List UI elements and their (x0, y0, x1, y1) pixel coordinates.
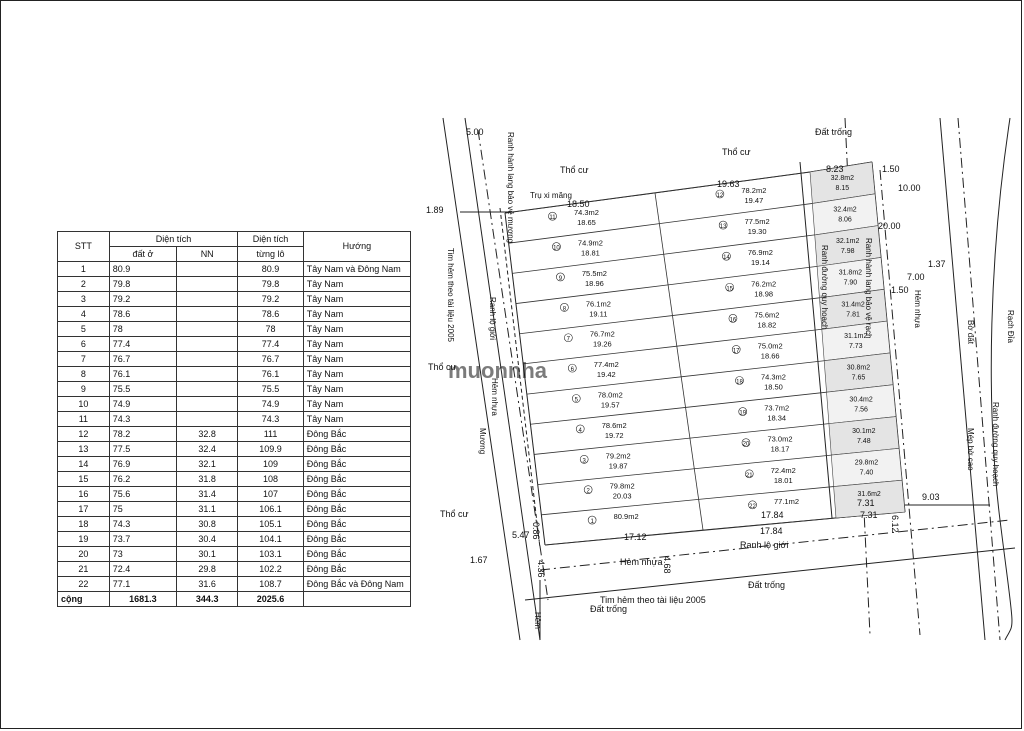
cell-res: 73 (109, 547, 176, 562)
label-rach-dia: Rạch Đỉa (1006, 310, 1015, 343)
cell-nn: 30.4 (177, 532, 238, 547)
label-tru-xi-mang: Trụ xi măng (530, 191, 572, 200)
cell-nn: 31.6 (177, 577, 238, 592)
cell-dir: Tây Nam (303, 277, 410, 292)
lot-number: 15 (726, 286, 734, 293)
dim-4: 19.63 (717, 179, 740, 189)
nn-strip-length: 8.15 (835, 184, 850, 192)
cell-lot: 80.9 (238, 262, 303, 277)
cell-stt: 5 (58, 322, 110, 337)
cell-res: 74.3 (109, 517, 176, 532)
cell-dir: Tây Nam (303, 352, 410, 367)
cell-stt: 13 (58, 442, 110, 457)
lot-number: 21 (745, 472, 753, 479)
lot-number: 18 (736, 379, 743, 386)
lot-length: 18.17 (770, 444, 790, 454)
label-hem-nhua-bottom: Hẻm nhựa (620, 557, 663, 567)
cell-res: 78 (109, 322, 176, 337)
cell-dir: Tây Nam và Đông Nam (303, 262, 410, 277)
cell-res: 79.2 (109, 292, 176, 307)
col-direction: Hướng (303, 232, 410, 262)
cell-stt: 18 (58, 517, 110, 532)
cell-stt: 17 (58, 502, 110, 517)
label-dat-trong-top: Đất trống (815, 127, 853, 137)
cell-lot: 75.5 (238, 382, 303, 397)
label-tim-hem-left: Tim hẻm theo tài liệu 2005 (446, 248, 455, 342)
lot-number: 20 (742, 441, 750, 448)
lot-area: 79.2m2 (605, 451, 631, 461)
total-residential: 1681.3 (109, 592, 176, 607)
lot-area: 75.5m2 (581, 268, 607, 278)
dim-1: 5.00 (466, 127, 484, 137)
cell-dir: Đông Bắc (303, 457, 410, 472)
col-per-lot: từng lô (238, 247, 303, 262)
cell-stt: 15 (58, 472, 110, 487)
lot-length: 19.87 (608, 461, 628, 471)
cell-lot: 78 (238, 322, 303, 337)
total-label: cộng (58, 592, 110, 607)
label-ranh-hanh-lang-rach: Ranh hành lang bảo vệ rạch (864, 238, 873, 339)
nn-strip-length: 7.56 (854, 406, 868, 414)
cell-stt: 8 (58, 367, 110, 382)
label-tho-cu-top-right: Thổ cư (722, 147, 751, 157)
cell-lot: 78.6 (238, 307, 303, 322)
cell-dir: Đông Bắc (303, 547, 410, 562)
lot-area: 79.8m2 (609, 481, 635, 491)
cell-dir: Tây Nam (303, 397, 410, 412)
cell-dir: Đông Bắc (303, 442, 410, 457)
nn-strip-area: 30.1m2 (852, 427, 876, 435)
nn-strip-length: 7.98 (840, 248, 855, 256)
lot-area: 75.6m2 (754, 310, 780, 320)
nn-strip-length: 7.81 (846, 311, 860, 319)
label-tho-cu-left: Thổ cư (428, 362, 457, 372)
lot-area: 76.9m2 (747, 248, 773, 258)
lot-length: 18.98 (754, 289, 774, 299)
lot-length: 19.11 (589, 309, 608, 319)
cell-res: 72.4 (109, 562, 176, 577)
dim-7: 10.00 (898, 183, 921, 193)
dim-6: 1.50 (882, 164, 900, 174)
lot-length: 19.42 (596, 370, 616, 380)
lot-number: 5 (574, 397, 578, 404)
cell-nn: 30.8 (177, 517, 238, 532)
lot-length: 18.81 (581, 248, 600, 258)
cell-dir: Tây Nam (303, 382, 410, 397)
label-ranh-lo-gioi-left: Ranh lộ giới (488, 297, 497, 341)
nn-strip-area: 29.8m2 (854, 459, 879, 467)
lot-number: 17 (732, 348, 740, 355)
cell-lot: 74.9 (238, 397, 303, 412)
lot-area: 74.3m2 (573, 208, 599, 218)
cell-res: 77.5 (109, 442, 176, 457)
cell-stt: 10 (58, 397, 110, 412)
dim-14: 7.31 (860, 510, 878, 520)
label-hem-bottom-left: Hẻm (533, 612, 542, 629)
lot-area: 73.0m2 (767, 434, 793, 444)
total-lot: 2025.6 (238, 592, 303, 607)
label-ranh-duong-qh-right: Ranh đường quy hoạch (991, 402, 1000, 487)
label-dat-trong-right: Đất trống (748, 580, 786, 590)
label-mep-bo-cao: Mép bờ cao (966, 428, 975, 471)
lot-length: 18.50 (764, 382, 783, 392)
lot-length: 20.03 (612, 491, 632, 501)
cell-nn: 29.8 (177, 562, 238, 577)
cell-res: 75.6 (109, 487, 176, 502)
cell-res: 76.7 (109, 352, 176, 367)
dim-23: 4.68 (662, 556, 672, 574)
cell-stt: 9 (58, 382, 110, 397)
lot-number: 22 (749, 503, 756, 510)
lot-area: 77.4m2 (593, 360, 619, 370)
cell-res: 77.4 (109, 337, 176, 352)
lot-number: 16 (729, 317, 737, 324)
cell-nn: 32.8 (177, 427, 238, 442)
cell-dir: Đông Bắc (303, 487, 410, 502)
lot-area: 80.9m2 (613, 512, 639, 522)
cell-dir: Đông Bắc (303, 517, 410, 532)
dim-2: 1.89 (426, 205, 444, 215)
lot-length: 19.47 (744, 195, 764, 205)
cell-dir: Tây Nam (303, 337, 410, 352)
lot-length: 18.65 (577, 218, 596, 228)
lot-number: 10 (553, 245, 560, 252)
total-nn: 344.3 (177, 592, 238, 607)
cell-stt: 6 (58, 337, 110, 352)
lot-length: 19.14 (751, 258, 770, 268)
cell-res: 78.6 (109, 307, 176, 322)
cell-res: 76.1 (109, 367, 176, 382)
col-area-lot: Diện tích (238, 232, 303, 247)
label-muong: Mương (478, 428, 487, 455)
lot-number: 7 (566, 336, 571, 343)
col-residential: đất ở (109, 247, 176, 262)
cell-res: 75 (109, 502, 176, 517)
cell-res: 79.8 (109, 277, 176, 292)
cell-lot: 109.9 (238, 442, 303, 457)
label-tim-hem-bottom: Tim hẻm theo tài liệu 2005 (600, 595, 706, 605)
cell-stt: 20 (58, 547, 110, 562)
label-ranh-hanh-lang-muong: Ranh hành lang bảo vệ mương (506, 132, 515, 244)
cell-res: 77.1 (109, 577, 176, 592)
lot-number: 19 (739, 410, 747, 417)
col-area: Diện tích (109, 232, 238, 247)
cell-lot: 108.7 (238, 577, 303, 592)
label-tho-cu-top-left: Thổ cư (560, 165, 589, 175)
lot-area: 76.1m2 (585, 299, 611, 309)
cell-dir: Đông Bắc (303, 472, 410, 487)
cell-lot: 79.8 (238, 277, 303, 292)
nn-strip-length: 7.48 (856, 437, 871, 445)
dim-17: 17.84 (761, 510, 784, 520)
label-ranh-lo-gioi-bottom: Ranh lộ giới (740, 540, 789, 550)
nn-strip-area: 31.6m2 (857, 491, 881, 499)
cell-res: 80.9 (109, 262, 176, 277)
cell-stt: 7 (58, 352, 110, 367)
lot-number: 1 (590, 519, 594, 526)
col-stt: STT (58, 232, 110, 262)
cell-res: 74.3 (109, 412, 176, 427)
cell-nn: 32.4 (177, 442, 238, 457)
cell-res: 78.2 (109, 427, 176, 442)
cell-lot: 76.7 (238, 352, 303, 367)
cell-lot: 109 (238, 457, 303, 472)
dim-20: 0.86 (531, 522, 541, 540)
cell-lot: 108 (238, 472, 303, 487)
lot-number: 8 (562, 306, 567, 313)
dim-3: 18.50 (567, 199, 590, 209)
cell-res: 76.9 (109, 457, 176, 472)
dim-8: 20.00 (878, 221, 901, 231)
label-bo-dat: Bờ đất (966, 320, 975, 344)
cell-dir: Tây Nam (303, 307, 410, 322)
nn-strip-area: 30.4m2 (849, 396, 873, 404)
dim-19: 5.47 (512, 530, 530, 540)
cell-dir: Đông Bắc (303, 502, 410, 517)
lot-length: 18.66 (760, 351, 780, 361)
cell-stt: 4 (58, 307, 110, 322)
cell-nn: 31.1 (177, 502, 238, 517)
lot-area: 74.9m2 (577, 238, 603, 248)
cell-dir: Đông Bắc và Đông Nam (303, 577, 410, 592)
nn-strip-area: 30.8m2 (846, 364, 871, 372)
cell-stt: 12 (58, 427, 110, 442)
lot-length: 19.57 (600, 400, 620, 410)
dim-15: 6.12 (890, 515, 900, 533)
cell-lot: 104.1 (238, 532, 303, 547)
nn-strip-length: 7.40 (859, 469, 874, 477)
cell-nn: 30.1 (177, 547, 238, 562)
nn-strip-area: 32.1m2 (836, 238, 860, 246)
cell-dir: Tây Nam (303, 292, 410, 307)
label-hem-nhua-right: Hẻm nhựa (913, 290, 922, 328)
lot-length: 19.30 (747, 227, 767, 237)
cell-lot: 106.1 (238, 502, 303, 517)
label-ranh-duong-qh-mid: Ranh đường quy hoạch (820, 245, 829, 330)
nn-strip-area: 31.1m2 (844, 333, 868, 340)
cell-lot: 102.2 (238, 562, 303, 577)
nn-strip-length: 7.90 (843, 279, 858, 287)
cell-nn: 31.4 (177, 487, 238, 502)
label-dat-trong-bottom: Đất trống (590, 604, 628, 614)
nn-strip-area: 32.8m2 (830, 174, 855, 182)
nn-strip-length: 8.06 (838, 216, 852, 224)
lot-area: 78.2m2 (741, 185, 767, 195)
lot-number: 9 (558, 275, 563, 282)
lot-number: 3 (582, 458, 586, 465)
lot-area: 76.7m2 (589, 329, 615, 339)
cell-dir: Tây Nam (303, 322, 410, 337)
dim-21: 1.67 (470, 555, 488, 565)
cell-stt: 11 (58, 412, 110, 427)
cell-dir: Đông Bắc (303, 427, 410, 442)
nn-strip-area: 31.4m2 (841, 301, 865, 309)
cell-dir: Đông Bắc (303, 562, 410, 577)
lot-area: 76.2m2 (751, 279, 777, 289)
dim-10: 7.00 (907, 272, 925, 282)
dim-22: 4.36 (536, 560, 546, 578)
lot-length: 18.82 (757, 320, 777, 330)
cell-stt: 2 (58, 277, 110, 292)
lot-area: 78.0m2 (597, 390, 623, 400)
dim-11: 1.50 (891, 285, 909, 295)
lot-area: 75.0m2 (757, 341, 783, 351)
cell-res: 74.9 (109, 397, 176, 412)
watermark-text: muonnha (448, 358, 547, 383)
lot-area: 78.6m2 (601, 420, 627, 430)
cell-lot: 74.3 (238, 412, 303, 427)
nn-strip-length: 7.65 (851, 374, 866, 382)
label-hem-nhua-left: Hẻm nhựa (490, 378, 499, 416)
lot-area: 73.7m2 (764, 403, 790, 413)
cell-nn: 32.1 (177, 457, 238, 472)
lot-number: 14 (723, 255, 730, 262)
cell-stt: 14 (58, 457, 110, 472)
lot-number: 6 (570, 367, 574, 374)
lot-center-line (655, 193, 703, 530)
cell-lot: 76.1 (238, 367, 303, 382)
cell-res: 76.2 (109, 472, 176, 487)
lot-area: 72.4m2 (770, 465, 796, 475)
cell-lot: 103.1 (238, 547, 303, 562)
nn-strip-area: 31.8m2 (838, 269, 863, 277)
cell-lot: 77.4 (238, 337, 303, 352)
lot-number: 13 (719, 224, 727, 231)
lot-length: 19.26 (592, 339, 612, 349)
lot-number: 12 (716, 192, 724, 199)
nn-strip (831, 448, 902, 486)
dim-9: 1.37 (928, 259, 946, 269)
cell-lot: 111 (238, 427, 303, 442)
cell-stt: 19 (58, 532, 110, 547)
lot-area: 77.1m2 (774, 496, 800, 506)
cell-res: 75.5 (109, 382, 176, 397)
cell-stt: 3 (58, 292, 110, 307)
col-nn: NN (177, 247, 238, 262)
lot-area: 74.3m2 (760, 372, 786, 382)
cell-dir: Tây Nam (303, 412, 410, 427)
cell-stt: 16 (58, 487, 110, 502)
cell-stt: 21 (58, 562, 110, 577)
cell-nn: 31.8 (177, 472, 238, 487)
dim-18: 17.84 (760, 526, 783, 536)
cell-res: 73.7 (109, 532, 176, 547)
cell-lot: 79.2 (238, 292, 303, 307)
lot-length: 19.72 (604, 430, 624, 440)
label-tho-cu-bottom-left: Thổ cư (440, 509, 469, 519)
nn-strip-length: 7.73 (848, 343, 863, 350)
dim-16: 17.12 (624, 532, 647, 542)
lot-area: 77.5m2 (744, 217, 770, 227)
cell-lot: 107 (238, 487, 303, 502)
lot-number: 2 (586, 488, 590, 495)
nn-strip-area: 32.4m2 (833, 206, 857, 214)
lot-length: 18.96 (585, 278, 604, 288)
cell-dir: Đông Bắc (303, 532, 410, 547)
dim-13: 7.31 (857, 498, 875, 508)
cell-lot: 105.1 (238, 517, 303, 532)
lot-number: 11 (549, 215, 556, 222)
dim-5: 8.23 (826, 164, 844, 174)
cell-dir: Tây Nam (303, 367, 410, 382)
lot-number: 4 (578, 427, 582, 434)
cell-stt: 1 (58, 262, 110, 277)
lot-length: 18.34 (767, 413, 787, 423)
lot-length: 18.01 (773, 475, 793, 485)
cell-stt: 22 (58, 577, 110, 592)
dim-12: 9.03 (922, 492, 940, 502)
